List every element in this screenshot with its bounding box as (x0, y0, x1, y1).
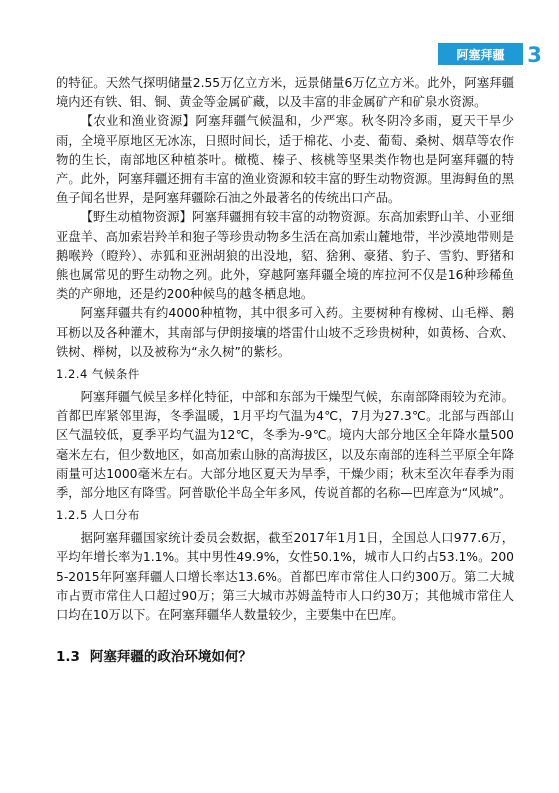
subsection-heading-climate (56, 366, 514, 382)
subsection-title: 气候条件 (91, 367, 140, 382)
subsection-number: 1.2.5 (56, 508, 88, 523)
paragraph-agriculture: 【农业和渔业资源】阿塞拜疆气候温和，少严寒。秋冬阴冷多雨，夏天干旱少雨，全境平原地区无冰冻，日照时间长，适于棉花、小麦、葡萄、桑树、烟草等农作物的生长，南部地区种植茶叶。橄榄、榛子、核桃等坚果类作物也是阿塞拜疆的特产。此外，阿塞拜疆还拥有丰富的渔业资源和较丰富的野生动物资源。里海鲟鱼的黑鱼子闻名世界，是阿塞拜疆除石油之外最著名的传统出口产品。 (56, 114, 514, 206)
running-header: 阿塞拜疆 (438, 43, 523, 65)
paragraph-population: 据阿塞拜疆国家统计委员会数据，截至2017年1月1日，全国总人口977.6万，平均年增长率为1.1%。其中男性49.9%，女性50.1%，城市人口约占53.1%。2005-2015年阿塞拜疆人口增长率达13.6%。首都巴库市常住人口约300万。第二大城市占贾市常住人口超过90万；第三大城市苏姆盖特市人口约30万；其他城市常住人口均在10万以下。在阿塞拜疆华人数量较少，主要集中在巴库。 (56, 531, 514, 623)
paragraph-climate: 阿塞拜疆气候呈多样化特征，中部和东部为干燥型气候，东南部降雨较为充沛。首都巴库紧邻里海，冬季温暖，1月平均气温为4℃，7月为27.3℃。北部与西部山区气温较低，夏季平均气温为12℃，冬季为-9℃。境内大部分地区全年降水量500毫米左右，但少数地区，如高加索山脉的高海拔区，以及东南部的连科兰平原全年降雨量可达1000毫米左右。大部分地区夏天为旱季，干燥少雨；秋末至次年春季为雨季，部分地区有降雪。阿普歇伦半岛全年多风，传说首都的名称—巴库意为“风城”。 (56, 390, 514, 501)
page-number: 3 (527, 43, 542, 67)
section-title: 阿塞拜疆的政治环境如何？ (89, 649, 252, 666)
paragraph-plants: 阿塞拜疆共有约4000种植物，其中很多可入药。主要树种有橡树、山毛榉、鹅耳枥以及各种灌木，其南部与伊朗接壤的塔雷什山坡不乏珍贵树种，如黄杨、合欢、铁树、榉树，以及被称为“永久树”的紫杉。 (56, 306, 514, 359)
section-heading (56, 645, 514, 665)
section-number: 1.3 (56, 649, 80, 666)
paragraph-minerals: 的特征。天然气探明储量2.55万亿立方米，远景储量6万亿立方米。此外，阿塞拜疆境内还有铁、钼、铜、黄金等金属矿藏，以及丰富的非金属矿产和矿泉水资源。 (56, 76, 514, 110)
subsection-title: 人口分布 (91, 508, 140, 523)
subsection-heading-population (56, 507, 514, 523)
subsection-number: 1.2.4 (56, 367, 88, 382)
paragraph-wildlife: 【野生动植物资源】阿塞拜疆拥有较丰富的动物资源。东高加索野山羊、小亚细亚盘羊、高加索岩羚羊和狍子等珍贵动物多生活在高加索山麓地带，半沙漠地带则是鹅喉羚（瞪羚）、赤狐和亚洲胡狼的出没地，貂、猞猁、豪猪、豹子、雪豹、野猪和熊也属常见的野生动物之列。此外，穿越阿塞拜疆全境的库拉河不仅是16种珍稀鱼类的产卵地，还是约200种候鸟的越冬栖息地。 (56, 210, 514, 302)
page-body (56, 74, 514, 665)
